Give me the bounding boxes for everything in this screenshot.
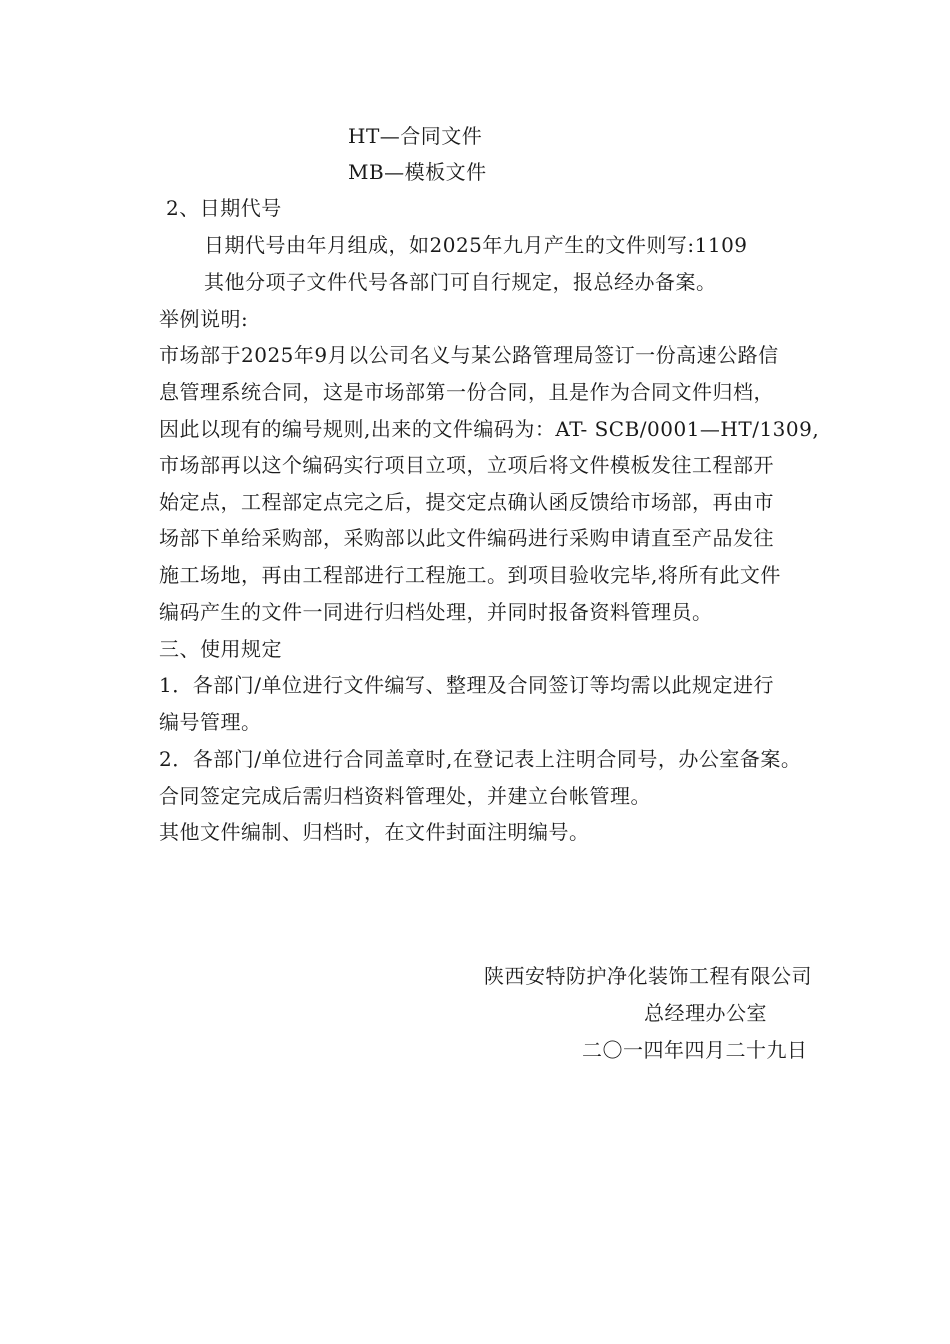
example-line: 因此以现有的编号规则,出来的文件编码为：AT- SCB/0001—HT/1309, bbox=[159, 417, 820, 441]
rule-line: 2．各部门/单位进行合同盖章时,在登记表上注明合同号，办公室备案。 bbox=[159, 747, 802, 771]
sub-file-rule: 其他分项子文件代号各部门可自行规定，报总经办备案。 bbox=[204, 270, 717, 294]
example-line: 息管理系统合同，这是市场部第一份合同，且是作为合同文件归档， bbox=[159, 380, 774, 404]
signature-office: 总经理办公室 bbox=[644, 1001, 767, 1025]
example-line: 施工场地，再由工程部进行工程施工。到项目验收完毕,将所有此文件 bbox=[159, 563, 781, 587]
example-line: 编码产生的文件一同进行归档处理，并同时报备资料管理员。 bbox=[159, 600, 713, 624]
example-line: 市场部于2025年9月以公司名义与某公路管理局签订一份高速公路信 bbox=[159, 343, 779, 367]
example-heading: 举例说明: bbox=[159, 307, 249, 331]
rule-line: 其他文件编制、归档时，在文件封面注明编号。 bbox=[159, 820, 590, 844]
code-item-ht: HT—合同文件 bbox=[348, 124, 483, 148]
rule-line: 1．各部门/单位进行文件编写、整理及合同签订等均需以此规定进行 bbox=[159, 673, 774, 697]
code-item-mb: MB—模板文件 bbox=[348, 160, 487, 184]
example-line: 场部下单给采购部，采购部以此文件编码进行采购申请直至产品发往 bbox=[159, 526, 774, 550]
signature-company: 陕西安特防护净化装饰工程有限公司 bbox=[484, 964, 812, 988]
rule-line: 合同签定完成后需归档资料管理处，并建立台帐管理。 bbox=[159, 784, 651, 808]
example-line: 市场部再以这个编码实行项目立项，立项后将文件模板发往工程部开 bbox=[159, 453, 774, 477]
section-3-heading: 三、使用规定 bbox=[159, 637, 282, 661]
rule-line: 编号管理。 bbox=[159, 710, 262, 734]
signature-date: 二〇一四年四月二十九日 bbox=[582, 1038, 808, 1062]
date-code-rule: 日期代号由年月组成，如2025年九月产生的文件则写:1109 bbox=[204, 233, 748, 257]
section-2-heading: 2、日期代号 bbox=[166, 196, 282, 220]
example-line: 始定点，工程部定点完之后，提交定点确认函反馈给市场部，再由市 bbox=[159, 490, 774, 514]
